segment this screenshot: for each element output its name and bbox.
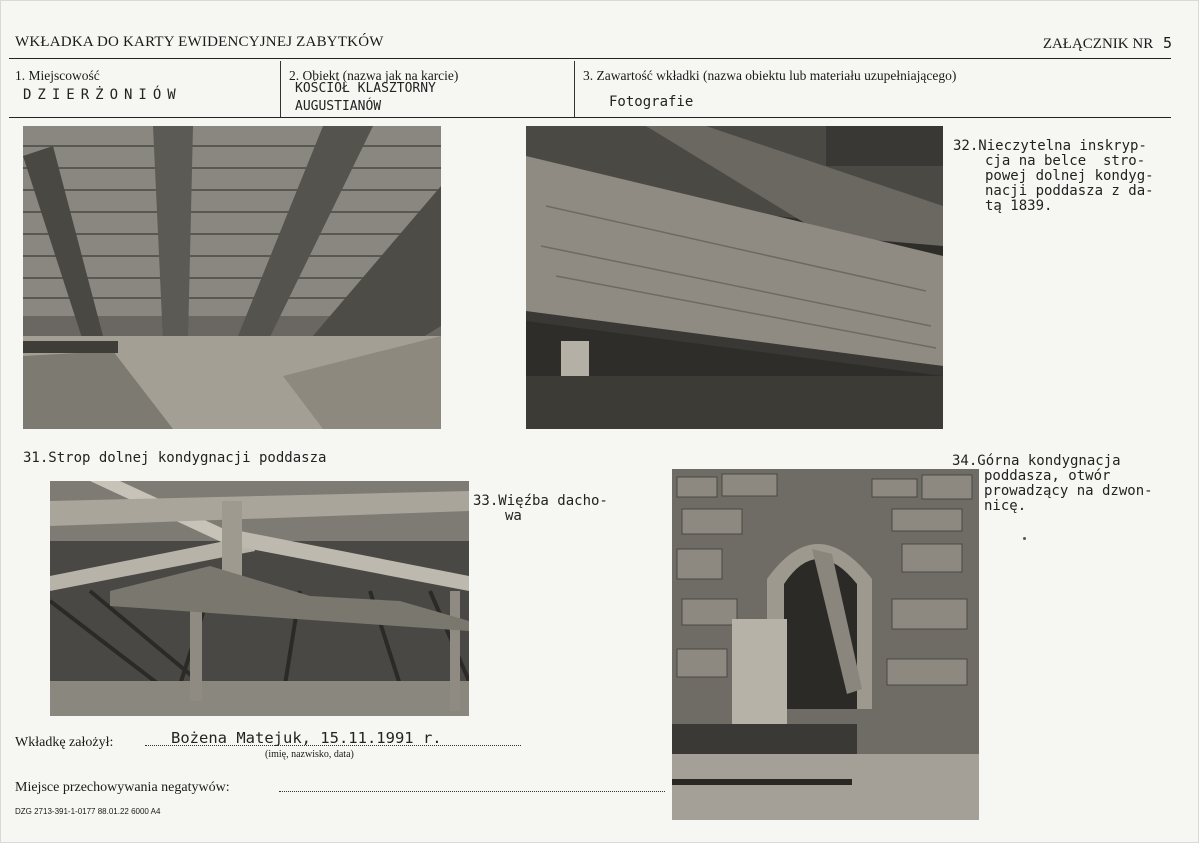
created-by-value: Bożena Matejuk, 15.11.1991 r. xyxy=(171,729,442,747)
photo-34-arched-opening xyxy=(672,469,979,820)
photo-31-ceiling-beams xyxy=(23,126,441,429)
caption-32-line: powej dolnej kondyg- xyxy=(985,168,1154,184)
created-by-hint: (imię, nazwisko, data) xyxy=(265,749,354,760)
caption-33-line: wa xyxy=(505,508,522,524)
caption-31: 31.Strop dolnej kondygnacji poddasza xyxy=(23,450,327,466)
document-title: WKŁADKA DO KARTY EWIDENCYJNEJ ZABYTKÓW xyxy=(15,34,384,50)
caption-32-line: cja na belce stro- xyxy=(985,153,1146,169)
field-divider xyxy=(574,61,575,118)
header-rule xyxy=(9,58,1171,59)
caption-32-line: 32.Nieczytelna inskryp- xyxy=(953,138,1147,154)
locality-value: DZIERŻONIÓW xyxy=(23,87,182,103)
object-value-line2: AUGUSTIANÓW xyxy=(295,99,382,114)
caption-32-line: nacji poddasza z da- xyxy=(985,183,1154,199)
caption-33 xyxy=(473,494,608,524)
object-value-line1: KOŚCIÓŁ KLASZTORNY xyxy=(295,81,436,96)
caption-34-line: nicę. xyxy=(984,498,1027,514)
created-by-line xyxy=(145,745,521,746)
print-code: DZG 2713-391-1-0177 88.01.22 6000 A4 xyxy=(15,807,161,816)
field-divider xyxy=(280,61,281,118)
attachment-number-value: 5 xyxy=(1162,34,1172,52)
caption-33-line: 33.Więźba dacho- xyxy=(473,493,608,509)
attachment-label: ZAŁĄCZNIK NR xyxy=(1042,36,1154,52)
caption-34-line: prowadzący na dzwon- xyxy=(984,483,1153,499)
photo-33-roof-truss xyxy=(50,481,469,716)
contents-value: Fotografie xyxy=(609,94,694,110)
contents-label: 3. Zawartość wkładki (nazwa obiektu lub materiału uzupełniającego) xyxy=(583,68,957,83)
caption-32-line: tą 1839. xyxy=(985,198,1053,214)
locality-label: 1. Miejscowość xyxy=(15,68,100,83)
negatives-line xyxy=(279,791,665,792)
photo-32-inscribed-beam xyxy=(526,126,943,429)
created-by-label: Wkładkę założył: xyxy=(15,735,114,750)
fields-rule xyxy=(9,117,1171,118)
caption-34-line: 34.Górna kondygnacja xyxy=(952,453,1121,469)
caption-34 xyxy=(952,454,1153,514)
caption-34-line: poddasza, otwór xyxy=(984,468,1111,484)
object-label: 2. Obiekt (nazwa jak na karcie) xyxy=(289,68,459,83)
attachment-number xyxy=(1043,34,1172,53)
negatives-label: Miejsce przechowywania negatywów: xyxy=(15,780,230,795)
caption-32 xyxy=(953,139,1154,214)
ink-spot xyxy=(1023,537,1026,540)
